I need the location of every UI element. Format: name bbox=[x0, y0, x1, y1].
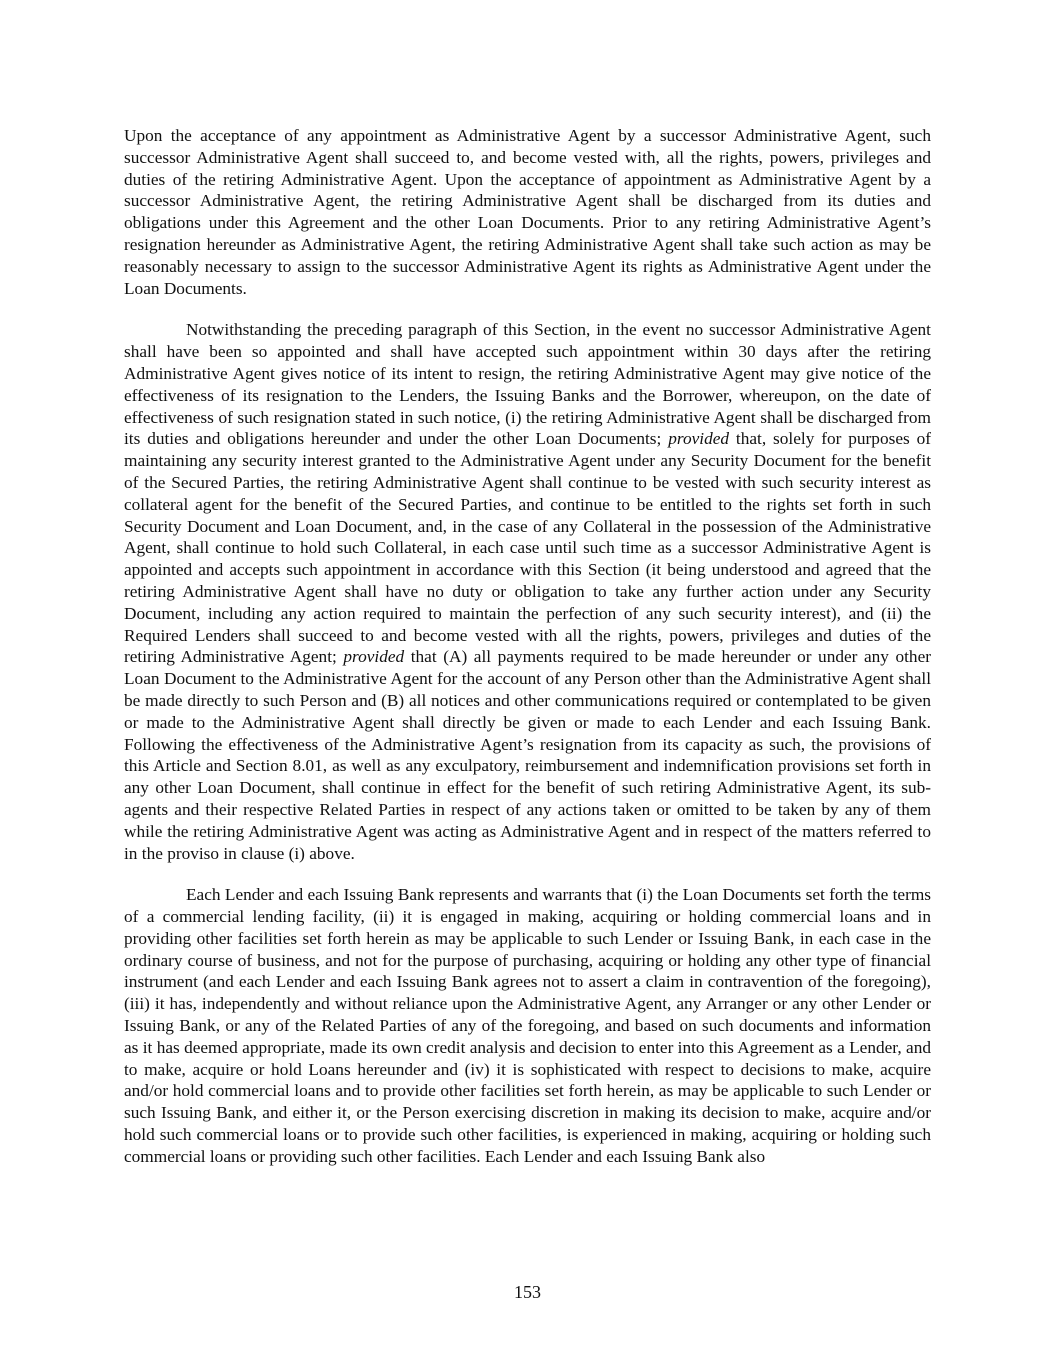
page-number: 153 bbox=[514, 1282, 541, 1302]
italic-provided: provided bbox=[343, 647, 405, 667]
paragraph-no-successor-appointed bbox=[124, 319, 931, 864]
paragraph-text: that (A) all payments required to be made hereunder or under any other Loan Document to the Administrative Agent for the account of any Person other than the Administrative Agent shall be made directly to such Person and (B) all notices and other communications required or contemplated to be given or made to the Administrative Agent shall directly be given or made to each Lender and each Issuing Bank. Following the effectiveness of the Administrative Agent’s resignation from its capacity as such, the provisions of this Article and Section 8.01, as well as any exculpatory, reimbursement and indemnification provisions set forth in any other Loan Document, shall continue in effect for the benefit of such retiring Administrative Agent, its sub-agents and their respective Related Parties in respect of any actions taken or omitted to be taken by any of them while the retiring Administrative Agent was acting as Administrative Agent and in respect of the matters referred to in the proviso in clause (i) above. bbox=[124, 647, 932, 863]
paragraph-lender-representations bbox=[124, 884, 931, 1167]
paragraph-text: that, solely for purposes of maintaining any security interest granted to the Administrative Agent under any Security Document for the benefit of the Secured Parties, the retiring Administrative Agent shall continue to be vested with such security interest as collateral agent for the benefit of the Secured Parties, and continue to be entitled to the rights set forth in such Security Document and Loan Document, and, in the case of any Collateral in the possession of the Administrative Agent, shall continue to hold such Collateral, in each case until such time as a successor Administrative Agent is appointed and accepts such appointment in accordance with this Section (it being understood and agreed that the retiring Administrative Agent shall have no duty or obligation to take any further action under any Security Document, including any action required to maintain the perfection of any such security interest), and (ii) the Required Lenders shall succeed to and become vested with all the rights, powers, privileges and duties of the retiring Administrative Agent; bbox=[124, 429, 932, 667]
document-body bbox=[124, 125, 931, 1168]
paragraph-text: Upon the acceptance of any appointment as Administrative Agent by a successor Administrative Agent, such successor Administrative Agent shall succeed to, and become vested with, all the rights, powers, privileges and duties of the retiring Administrative Agent. Upon the acceptance of appointment as Administrative Agent by a successor Administrative Agent, the retiring Administrative Agent shall be discharged from its duties and obligations under this Agreement and the other Loan Documents. Prior to any retiring Administrative Agent’s resignation hereunder as Administrative Agent, the retiring Administrative Agent shall take such action as may be reasonably necessary to assign to the successor Administrative Agent its rights as Administrative Agent under the Loan Documents. bbox=[124, 126, 931, 298]
paragraph-text: Each Lender and each Issuing Bank represents and warrants that (i) the Loan Documents set forth the terms of a commercial lending facility, (ii) it is engaged in making, acquiring or holding commercial loans and in providing other facilities set forth herein as may be applicable to such Lender or Issuing Bank, in each case in the ordinary course of business, and not for the purpose of purchasing, acquiring or holding any other type of financial instrument (and each Lender and each Issuing Bank agrees not to assert a claim in contravention of the foregoing), (iii) it has, independently and without reliance upon the Administrative Agent, any Arranger or any other Lender or Issuing Bank, or any of the Related Parties of any of the foregoing, and based on such documents and information as it has deemed appropriate, made its own credit analysis and decision to enter into this Agreement as a Lender, and to make, acquire or hold Loans hereunder and (iv) it is sophisticated with respect to decisions to make, acquire and/or hold commercial loans and to provide other facilities set forth herein, as may be applicable to such Lender or such Issuing Bank, and either it, or the Person exercising discretion in making its decision to make, acquire and/or hold such commercial loans or to provide such other facilities, is experienced in making, acquiring or holding such commercial loans or providing such other facilities. Each Lender and each Issuing Bank also bbox=[124, 885, 931, 1166]
paragraph-successor-agent bbox=[124, 125, 931, 299]
italic-provided: provided bbox=[668, 429, 730, 449]
paragraph-text: Notwithstanding the preceding paragraph of this Section, in the event no successor Administrative Agent shall have been so appointed and shall have accepted such appointment within 30 days after the retiring Administrative Agent gives notice of its intent to resign, the retiring Administrative Agent may give notice of the effectiveness of its resignation to the Lenders, the Issuing Banks and the Borrower, whereupon, on the date of effectiveness of such resignation stated in such notice, (i) the retiring Administrative Agent shall be discharged from its duties and obligations hereunder and under the other Loan Documents; bbox=[124, 320, 931, 449]
